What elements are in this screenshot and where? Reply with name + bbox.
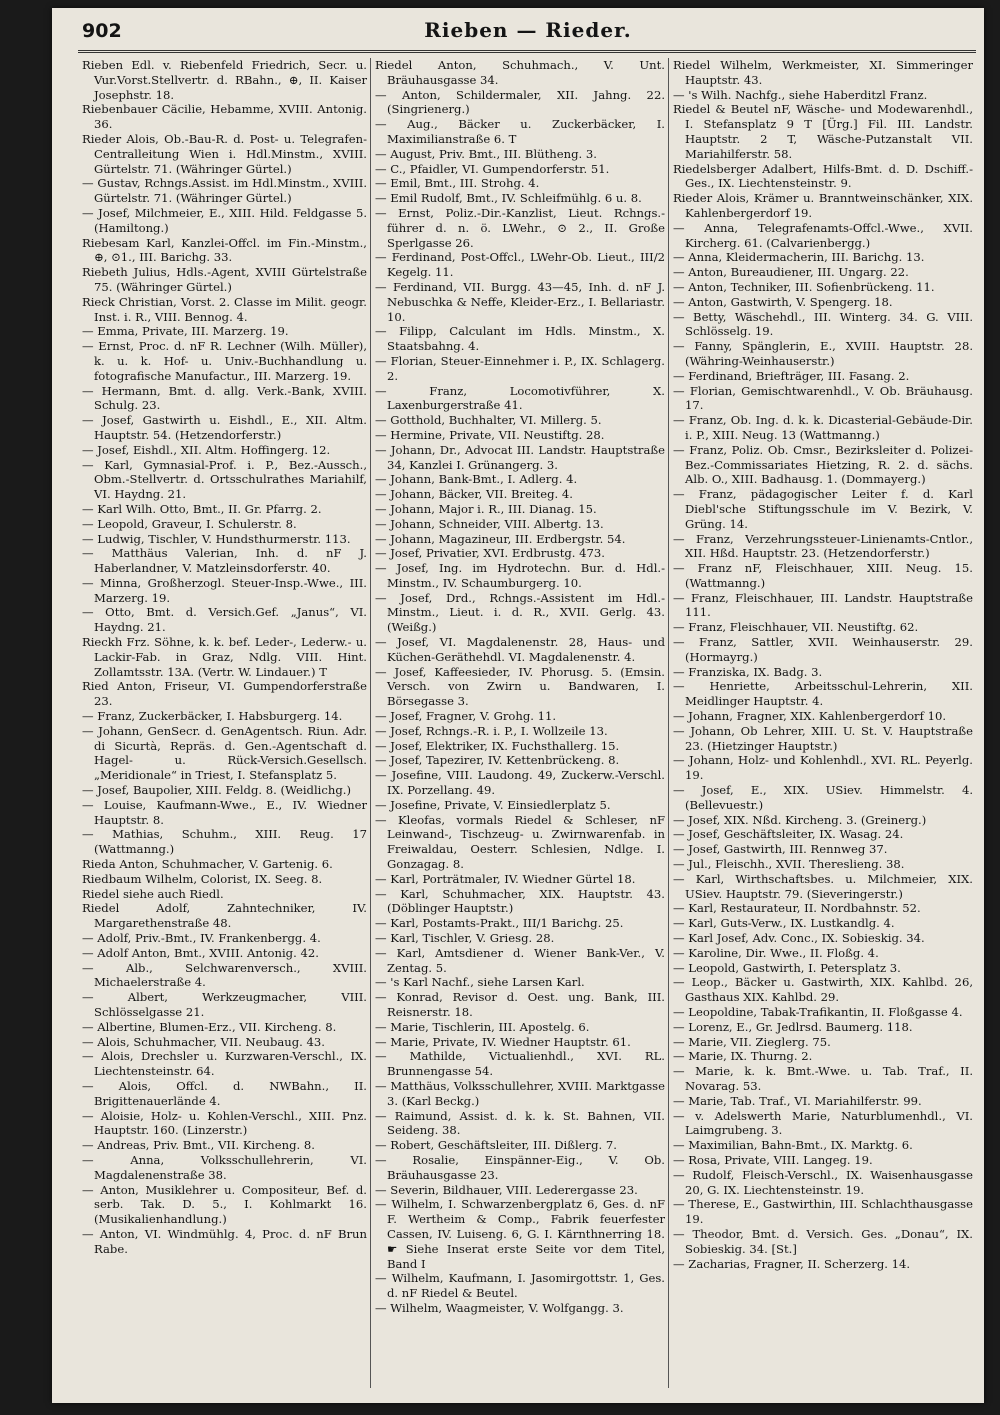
directory-entry: — Karl, Tischler, V. Griesg. 28.	[375, 931, 555, 946]
directory-entry: — Otto, Bmt. d. Versich.Gef. „Janus“, VI. Haydng. 21.	[82, 605, 367, 635]
directory-entry: — 's Karl Nachf., siehe Larsen Karl.	[375, 975, 585, 990]
directory-entry: — Adolf, Priv.-Bmt., IV. Frankenbergg. 4.	[82, 931, 321, 946]
running-title: Rieben — Rieder.	[424, 18, 632, 42]
directory-entry: — Wilhelm, I. Schwarzenbergplatz 6, Ges. d. nF F. Wertheim & Comp., Fabrik feuerfester Cassen, IV. Luiseng. 6, G. I. Kärnthnerring 18. ☛ Siehe Inserat erste Seite vor dem Titel, Band I	[375, 1197, 665, 1271]
directory-entry: — Gotthold, Buchhalter, VI. Millerg. 5.	[375, 413, 602, 428]
directory-entry: — Franz, Poliz. Ob. Cmsr., Bezirksleiter d. Polizei-Bez.-Commissariates Hietzing, R. 2. d. sächs. Alb. O., XIII. Badhausg. 1. (Dommayerg.)	[673, 442, 973, 487]
directory-entry: — Maximilian, Bahn-Bmt., IX. Marktg. 6.	[673, 1138, 913, 1153]
directory-entry: — Josef, Rchngs.-R. i. P., I. Wollzeile 13.	[375, 723, 608, 738]
directory-entry: — Marie, Tischlerin, III. Apostelg. 6.	[375, 1019, 590, 1034]
directory-entry: — Josef, Milchmeier, E., XIII. Hild. Feldgasse 5. (Hamiltong.)	[82, 205, 367, 235]
directory-entry: — Anton, VI. Windmühlg. 4, Proc. d. nF Brun Rabe.	[82, 1226, 367, 1256]
directory-entry: — Johann, Fragner, XIX. Kahlenbergerdorf 10.	[673, 709, 947, 724]
directory-entry: — Anton, Techniker, III. Sofienbrückeng. 11.	[673, 279, 935, 294]
directory-entry: — Franz nF, Fleischhauer, XIII. Neug. 15. (Wattmanng.)	[673, 561, 973, 590]
directory-entry: — Anna, Telegrafenamts-Offcl.-Wwe., XVII. Kircherg. 61. (Calvarienbergg.)	[673, 220, 973, 250]
directory-entry: — Josefine, VIII. Laudong. 49, Zuckerw.-Verschl. IX. Porzellang. 49.	[375, 768, 665, 798]
directory-entry: — Karl Josef, Adv. Conc., IX. Sobieskig. 34.	[673, 931, 925, 946]
directory-entry: — Wilhelm, Waagmeister, V. Wolfgangg. 3.	[375, 1300, 624, 1315]
header-rule	[78, 50, 976, 53]
directory-entry: Rieder Alois, Krämer u. Branntweinschänker, XIX. Kahlenbergerdorf 19.	[673, 191, 973, 220]
directory-entry: — Emma, Private, III. Marzerg. 19.	[82, 324, 289, 339]
directory-entry: — Leop., Bäcker u. Gastwirth, XIX. Kahlbd. 26, Gasthaus XIX. Kahlbd. 29.	[673, 975, 973, 1005]
directory-entry: — Fanny, Spänglerin, E., XVIII. Hauptstr. 28. (Währing-Weinhauserstr.)	[673, 339, 973, 368]
directory-entry: — Josef, Geschäftsleiter, IX. Wasag. 24.	[673, 827, 904, 842]
directory-entry: — Alois, Offcl. d. NWBahn., II. Brigittenauerlände 4.	[82, 1078, 367, 1108]
directory-entry: — Alois, Drechsler u. Kurzwaren-Verschl., IX. Liechtensteinstr. 64.	[82, 1049, 367, 1079]
directory-entry: Rieder Alois, Ob.-Bau-R. d. Post- u. Telegrafen-Centralleitung Wien i. Hdl.Minstm., XVIII. Gürtelstr. 71. (Währinger Gürtel.)	[82, 131, 367, 176]
directory-entry: — Robert, Geschäftsleiter, III. Dißlerg. 7.	[375, 1138, 617, 1153]
directory-entry: — Mathilde, Victualienhdl., XVI. RL. Brunnengasse 54.	[375, 1049, 665, 1079]
directory-entry: — Florian, Steuer-Einnehmer i. P., IX. Schlagerg. 2.	[375, 353, 665, 383]
directory-entry: — Josef, Gastwirth, III. Rennweg 37.	[673, 842, 888, 857]
page-header	[82, 14, 974, 48]
directory-entry: — Emil Rudolf, Bmt., IV. Schleifmühlg. 6 u. 8.	[375, 191, 642, 206]
directory-entry: — Adolf Anton, Bmt., XVIII. Antonig. 42.	[82, 945, 319, 960]
directory-entry: — Ferdinand, Post-Offcl., LWehr-Ob. Lieut., III/2 Kegelg. 11.	[375, 250, 665, 280]
directory-entry: — Karl, Postamts-Prakt., III/1 Barichg. 25.	[375, 916, 624, 931]
directory-entry: — Emil, Bmt., III. Strohg. 4.	[375, 176, 540, 191]
directory-entry: — Franz, Zuckerbäcker, I. Habsburgerg. 14.	[82, 709, 343, 724]
directory-entry: — Matthäus Valerian, Inh. d. nF J. Haberlandner, V. Matzleinsdorferstr. 40.	[82, 546, 367, 576]
directory-entry: — Anna, Kleidermacherin, III. Barichg. 13.	[673, 250, 925, 265]
directory-entry: — Josefine, Private, V. Einsiedlerplatz 5.	[375, 797, 611, 812]
directory-entry: — Josef, VI. Magdalenenstr. 28, Haus- und Küchen-Geräthehdl. VI. Magdalenenstr. 4.	[375, 635, 665, 664]
directory-entry: — Franz, Ob. Ing. d. k. k. Dicasterial-Gebäude-Dir. i. P., XIII. Neug. 13 (Wattmanng.)	[673, 413, 973, 442]
directory-entry: — Johann, Holz- und Kohlenhdl., XVI. RL. Peyerlg. 19.	[673, 753, 973, 783]
directory-entry: — Albertine, Blumen-Erz., VII. Kircheng. 8.	[82, 1019, 337, 1034]
directory-entry: Rieda Anton, Schuhmacher, V. Gartenig. 6.	[82, 857, 333, 872]
directory-entry: — Theodor, Bmt. d. Versich. Ges. „Donau“, IX. Sobieskig. 34. [St.]	[673, 1226, 973, 1256]
directory-entry: — Gustav, Rchngs.Assist. im Hdl.Minstm., XVIII. Gürtelstr. 71. (Währinger Gürtel.)	[82, 176, 367, 206]
directory-entry: — Josef, Fragner, V. Grohg. 11.	[375, 709, 557, 724]
directory-entry: — Josef, Tapezirer, IV. Kettenbrückeng. 8.	[375, 753, 620, 768]
directory-entry: — Rosa, Private, VIII. Langeg. 19.	[673, 1152, 873, 1167]
directory-page	[52, 8, 984, 1403]
directory-entry: — Karl, Amtsdiener d. Wiener Bank-Ver., V. Zentag. 5.	[375, 945, 665, 975]
directory-entry: Riedbaum Wilhelm, Colorist, IX. Seeg. 8.	[82, 871, 323, 886]
directory-entry: — Filipp, Calculant im Hdls. Minstm., X. Staatsbahng. 4.	[375, 324, 665, 354]
directory-entry: — Leopold, Graveur, I. Schulerstr. 8.	[82, 516, 297, 531]
directory-entry: — Florian, Gemischtwarenhdl., V. Ob. Bräuhausg. 17.	[673, 383, 973, 413]
directory-entry: — Josef, Gastwirth u. Eishdl., E., XII. Altm. Hauptstr. 54. (Hetzendorferstr.)	[82, 413, 367, 442]
directory-entry: — Marie, VII. Zieglerg. 75.	[673, 1034, 831, 1049]
directory-entry: — Karl, Porträtmaler, IV. Wiedner Gürtel 18.	[375, 871, 636, 886]
directory-entry: — Albert, Werkzeugmacher, VIII. Schlösselgasse 21.	[82, 990, 367, 1019]
directory-entry: Rieck Christian, Vorst. 2. Classe im Milit. geogr. Inst. i. R., VIII. Bennog. 4.	[82, 294, 367, 324]
directory-entry: Riedelsberger Adalbert, Hilfs-Bmt. d. D. Dschiff.-Ges., IX. Liechtensteinstr. 9.	[673, 161, 973, 191]
directory-entry: — Franz, pädagogischer Leiter f. d. Karl Diebl'sche Stiftungsschule im V. Bezirk, V. Grüng. 14.	[673, 487, 973, 531]
column-middle	[375, 58, 665, 1403]
directory-entry: — Anton, Gastwirth, V. Spengerg. 18.	[673, 294, 893, 309]
directory-entry: — Leopoldine, Tabak-Trafikantin, II. Floßgasse 4.	[673, 1005, 963, 1019]
directory-entry: — Aloisie, Holz- u. Kohlen-Verschl., XIII. Pnz. Hauptstr. 160. (Linzerstr.)	[82, 1108, 367, 1138]
column-right	[673, 58, 973, 1403]
directory-entry: — Ernst, Proc. d. nF R. Lechner (Wilh. Müller), k. u. k. Hof- u. Univ.-Buchhandlung u. fotografische Manufactur., III. Marzerg. 19.	[82, 339, 367, 383]
directory-entry: — Johann, Magazineur, III. Erdbergstr. 54.	[375, 531, 626, 546]
directory-entry: — Karl, Restaurateur, II. Nordbahnstr. 52.	[673, 901, 921, 916]
directory-entry: — Josef, Drd., Rchngs.-Assistent im Hdl.-Minstm., Lieut. i. d. R., XVII. Gerlg. 43. (Weißg.)	[375, 590, 665, 635]
directory-entry: — Severin, Bildhauer, VIII. Lederergasse 23.	[375, 1182, 638, 1197]
directory-entry: — Johann, Dr., Advocat III. Landstr. Hauptstraße 34, Kanzlei I. Grünangerg. 3.	[375, 442, 665, 472]
directory-entry: — Franz, Fleischhauer, VII. Neustiftg. 62.	[673, 620, 919, 635]
directory-entry: — Alb., Selchwarenversch., XVIII. Michaelerstraße 4.	[82, 960, 367, 990]
directory-entry: Riedel Anton, Schuhmach., V. Unt. Bräuhausgasse 34.	[375, 58, 665, 87]
directory-entry: — Franz, Verzehrungssteuer-Linienamts-Cntlor., XII. Hßd. Hauptstr. 23. (Hetzendorferstr.)	[673, 531, 973, 561]
directory-entry: — Karl, Wirthschaftsbes. u. Milchmeier, XIX. USiev. Hauptstr. 79. (Sieveringerstr.)	[673, 871, 973, 901]
directory-entry: — Rudolf, Fleisch-Verschl., IX. Waisenhausgasse 20, G. IX. Liechtensteinstr. 19.	[673, 1167, 973, 1197]
directory-entry: — Marie, k. k. Bmt.-Wwe. u. Tab. Traf., II. Novarag. 53.	[673, 1064, 973, 1093]
directory-entry: — Aug., Bäcker u. Zuckerbäcker, I. Maximilianstraße 6. T	[375, 117, 665, 146]
directory-entry: — Johann, Major i. R., III. Dianag. 15.	[375, 501, 597, 516]
directory-entry: — Anton, Bureaudiener, III. Ungarg. 22.	[673, 265, 909, 280]
directory-entry: — Hermine, Private, VII. Neustiftg. 28.	[375, 427, 605, 442]
directory-entry: — Wilhelm, Kaufmann, I. Jasomirgottstr. 1, Ges. d. nF Riedel & Beutel.	[375, 1271, 665, 1301]
directory-entry: Riebenbauer Cäcilie, Hebamme, XVIII. Antonig. 36.	[82, 102, 367, 132]
directory-entry: Riebeth Julius, Hdls.-Agent, XVIII Gürtelstraße 75. (Währinger Gürtel.)	[82, 265, 367, 294]
directory-entry: — Josef, Eishdl., XII. Altm. Hoffingerg. 12.	[82, 442, 331, 457]
directory-entry: Rieben Edl. v. Riebenfeld Friedrich, Secr. u. Vur.Vorst.Stellvertr. d. RBahn., ⊕, II. Kaiser Josephstr. 18.	[82, 58, 367, 102]
directory-entry: — Minna, Großherzogl. Steuer-Insp.-Wwe., III. Marzerg. 19.	[82, 575, 367, 605]
directory-entry: — Lorenz, E., Gr. Jedlrsd. Baumerg. 118.	[673, 1019, 913, 1034]
directory-entry: — Hermann, Bmt. d. allg. Verk.-Bank, XVIII. Schulg. 23.	[82, 383, 367, 413]
directory-entry: — Johann, Schneider, VIII. Albertg. 13.	[375, 516, 604, 531]
directory-entry: — Karl, Schuhmacher, XIX. Hauptstr. 43. (Döblinger Hauptstr.)	[375, 886, 665, 916]
directory-entry: — Karl Wilh. Otto, Bmt., II. Gr. Pfarrg. 2.	[82, 501, 322, 516]
directory-entry: — Johann, Bäcker, VII. Breiteg. 4.	[375, 487, 573, 502]
directory-entry: — Ludwig, Tischler, V. Hundsthurmerstr. 113.	[82, 531, 351, 546]
directory-entry: Riedel Wilhelm, Werkmeister, XI. Simmeringer Hauptstr. 43.	[673, 58, 973, 87]
directory-entry: — Josef, Elektriker, IX. Fuchsthallerg. 15.	[375, 738, 620, 753]
column-divider	[370, 58, 371, 1388]
directory-entry: — Josef, Baupolier, XIII. Feldg. 8. (Weidlichg.)	[82, 783, 351, 798]
directory-entry: — 's Wilh. Nachfg., siehe Haberditzl Franz.	[673, 87, 928, 102]
directory-entry: — Anton, Musiklehrer u. Compositeur, Bef. d. serb. Tak. D. 5., I. Kohlmarkt 16. (Musikalienhandlung.)	[82, 1182, 367, 1227]
directory-entry: — Josef, Ing. im Hydrotechn. Bur. d. Hdl.-Minstm., IV. Schaumburgerg. 10.	[375, 561, 665, 590]
directory-entry: — Ernst, Poliz.-Dir.-Kanzlist, Lieut. Rchngs.-führer d. n. ö. LWehr., ⊙ 2., II. Große Sperlgasse 26.	[375, 205, 665, 250]
directory-entry: — Mathias, Schuhm., XIII. Reug. 17 (Wattmanng.)	[82, 827, 367, 857]
directory-entry: — Johann, GenSecr. d. GenAgentsch. Riun. Adr. di Sicurtà, Repräs. d. Gen.-Agentschaft d. Hagel- u. Rück-Versich.Gesellsch. „Meridionale“ in Triest, I. Stefansplatz 5.	[82, 723, 367, 783]
column-left	[82, 58, 367, 1403]
column-divider	[668, 58, 669, 1388]
directory-entry: — Kleofas, vormals Riedel & Schleser, nF Leinwand-, Tischzeug- u. Zwirnwarenfab. in Freiwaldau, Oesterr. Schlesien, Ndlge. I. Gonzagag. 8.	[375, 812, 665, 872]
directory-entry: — Rosalie, Einspänner-Eig., V. Ob. Bräuhausgasse 23.	[375, 1152, 665, 1182]
directory-entry: Riedel Adolf, Zahntechniker, IV. Margarethenstraße 48.	[82, 901, 367, 931]
directory-entry: — Marie, Private, IV. Wiedner Hauptstr. 61.	[375, 1034, 631, 1049]
directory-entry: — August, Priv. Bmt., III. Blütheng. 3.	[375, 146, 597, 161]
directory-entry: — Franziska, IX. Badg. 3.	[673, 664, 823, 679]
directory-entry: — Josef, Privatier, XVI. Erdbrustg. 473.	[375, 546, 605, 561]
directory-entry: Riedel siehe auch Riedl.	[82, 886, 224, 901]
directory-entry: — Franz, Fleischhauer, III. Landstr. Hauptstraße 111.	[673, 590, 973, 620]
directory-entry: — Andreas, Priv. Bmt., VII. Kircheng. 8.	[82, 1138, 315, 1153]
directory-entry: — Louise, Kaufmann-Wwe., E., IV. Wiedner Hauptstr. 8.	[82, 797, 367, 827]
directory-entry: — Henriette, Arbeitsschul-Lehrerin, XII. Meidlinger Hauptstr. 4.	[673, 679, 973, 709]
page-number: 902	[82, 20, 122, 42]
directory-entry: — Matthäus, Volksschullehrer, XVIII. Marktgasse 3. (Karl Beckg.)	[375, 1078, 665, 1108]
directory-entry: — Franz, Locomotivführer, X. Laxenburgerstraße 41.	[375, 383, 665, 413]
directory-entry: — Marie, IX. Thurng. 2.	[673, 1049, 813, 1064]
directory-entry: — v. Adelswerth Marie, Naturblumenhdl., VI. Laimgrubeng. 3.	[673, 1108, 973, 1138]
directory-entry: — Johann, Ob Lehrer, XIII. U. St. V. Hauptstraße 23. (Hietzinger Hauptstr.)	[673, 723, 973, 753]
directory-entry: — Karoline, Dir. Wwe., II. Floßg. 4.	[673, 945, 879, 960]
directory-entry: — Karl, Gymnasial-Prof. i. P., Bez.-Aussch., Obm.-Stellvertr. d. Ortsschulrathes Mariahilf, VI. Haydng. 21.	[82, 457, 367, 502]
directory-entry: — C., Pfaidler, VI. Gumpendorferstr. 51.	[375, 161, 610, 176]
directory-entry: — Marie, Tab. Traf., VI. Mariahilferstr. 99.	[673, 1093, 922, 1108]
directory-entry: — Betty, Wäschehdl., III. Winterg. 34. G. VIII. Schlösselg. 19.	[673, 309, 973, 339]
directory-entry: Riebesam Karl, Kanzlei-Offcl. im Fin.-Minstm., ⊕, ⊙1., III. Barichg. 33.	[82, 235, 367, 265]
directory-entry: — Alois, Schuhmacher, VII. Neubaug. 43.	[82, 1034, 325, 1049]
directory-entry: — Jul., Fleischh., XVII. Thereslieng. 38.	[673, 857, 905, 872]
directory-entry: — Therese, E., Gastwirthin, III. Schlachthausgasse 19.	[673, 1197, 973, 1227]
directory-entry: — Josef, E., XIX. USiev. Himmelstr. 4. (Bellevuestr.)	[673, 783, 973, 812]
directory-entry: — Franz, Sattler, XVII. Weinhauserstr. 29. (Hormayrg.)	[673, 635, 973, 664]
directory-entry: — Karl, Guts-Verw., IX. Lustkandlg. 4.	[673, 916, 895, 931]
directory-entry: — Konrad, Revisor d. Oest. ung. Bank, III. Reisnerstr. 18.	[375, 990, 665, 1019]
directory-entry: Rieckh Frz. Söhne, k. k. bef. Leder-, Lederw.- u. Lackir-Fab. in Graz, Ndlg. VIII. Hint. Zollamtsstr. 13A. (Vertr. W. Lindauer.) T	[82, 635, 367, 679]
directory-entry: — Leopold, Gastwirth, I. Petersplatz 3.	[673, 960, 901, 975]
directory-entry: — Johann, Bank-Bmt., I. Adlerg. 4.	[375, 472, 578, 487]
directory-entry: — Ferdinand, Briefträger, III. Fasang. 2.	[673, 368, 910, 383]
directory-entry: — Raimund, Assist. d. k. k. St. Bahnen, VII. Seideng. 38.	[375, 1108, 665, 1138]
directory-entry: — Anna, Volksschullehrerin, VI. Magdalenenstraße 38.	[82, 1152, 367, 1182]
directory-entry: — Josef, XIX. Nßd. Kircheng. 3. (Greinerg.)	[673, 812, 927, 827]
directory-entry: Ried Anton, Friseur, VI. Gumpendorferstraße 23.	[82, 679, 367, 709]
directory-entry: — Anton, Schildermaler, XII. Jahng. 22. (Singrienerg.)	[375, 87, 665, 117]
directory-entry: — Zacharias, Fragner, II. Scherzerg. 14.	[673, 1256, 911, 1271]
directory-entry: — Josef, Kaffeesieder, IV. Phorusg. 5. (Emsin. Versch. von Zwirn u. Bandwaren, I. Börsegasse 3.	[375, 664, 665, 709]
directory-entry: Riedel & Beutel nF, Wäsche- und Modewarenhdl., I. Stefansplatz 9 T [Ürg.] Fil. III. Landstr. Hauptstr. 2 T, Wäsche-Putzanstalt VII. Mariahilferstr. 58.	[673, 102, 973, 161]
directory-entry: — Ferdinand, VII. Burgg. 43—45, Inh. d. nF J. Nebuschka & Neffe, Kleider-Erz., I. Bellariastr. 10.	[375, 279, 665, 324]
